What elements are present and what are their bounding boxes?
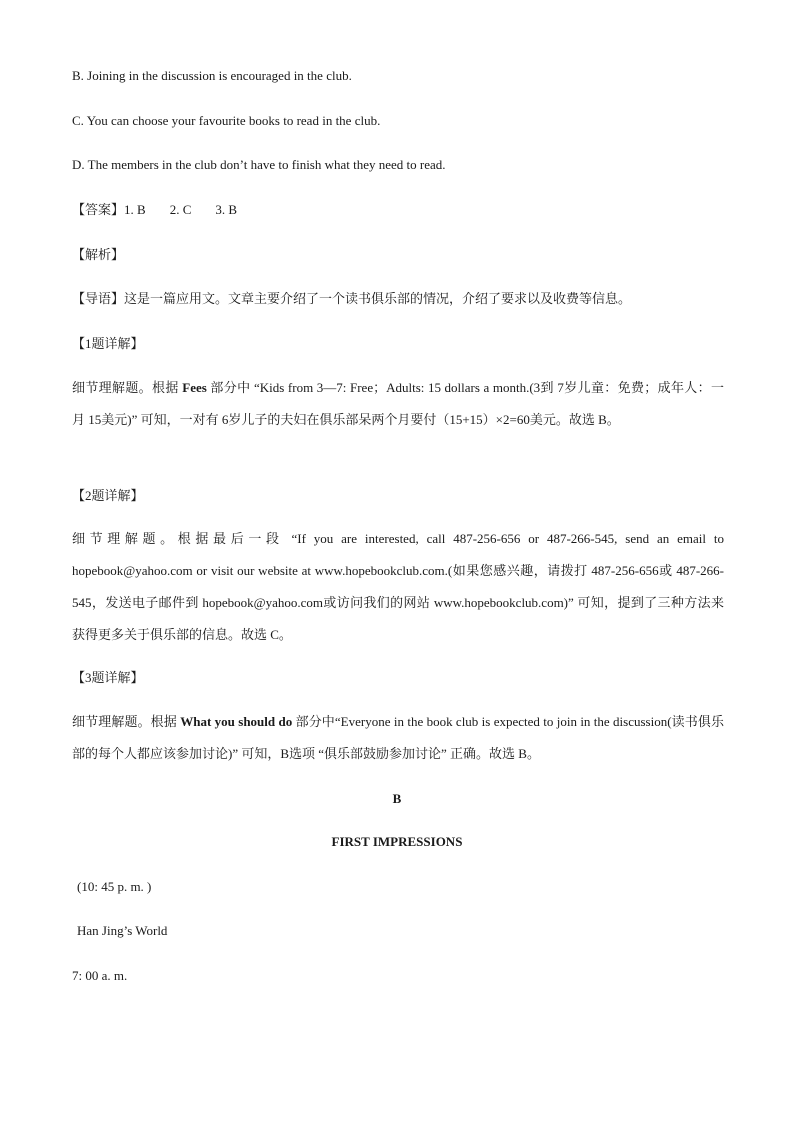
section-title: FIRST IMPRESSIONS: [331, 834, 463, 849]
q1-paragraph: [72, 372, 724, 436]
answer-3: 3. B: [215, 202, 238, 217]
option-d: D. The members in the club don’t have to finish what they need to read.: [72, 157, 446, 172]
intro-label: 【导语】: [72, 291, 125, 306]
q1-text-pre: 细节理解题。根据: [72, 380, 183, 395]
q1-text-bold: Fees: [182, 380, 207, 395]
answer-2: 2. C: [169, 202, 192, 217]
q3-text-bold: What you should do: [180, 714, 293, 729]
q3-text-post: 部分中“Everyone in the book club is expected to join in the discussion(读书俱乐部的每个人都应该参加讨论)” 可知，B选项 “俱乐部鼓励参加讨论” 正确。故选 B。: [72, 714, 724, 761]
answer-label: 【答案】: [72, 202, 125, 217]
intro-text: 这是一篇应用文。文章主要介绍了一个读书俱乐部的情况，介绍了要求以及收费等信息。: [124, 291, 632, 306]
option-c: C. You can choose your favourite books to read in the club.: [72, 113, 381, 128]
answer-line: [72, 200, 722, 220]
world-title: Han Jing’s World: [77, 923, 168, 938]
option-b: B. Joining in the discussion is encouraged in the club.: [72, 68, 352, 83]
q3-text-pre: 细节理解题。根据: [72, 714, 181, 729]
q1-text-post: 部分中 “Kids from 3—7: Free；Adults: 15 dollars a month.(3到 7岁儿童：免费；成年人：一月 15美元)” 可知，一对有 6岁儿子的夫妇在俱乐部呆两个月要付（15+15）×2=60美元。故选 B。: [72, 380, 724, 427]
analysis-label: 【解析】: [72, 247, 125, 262]
time-morning: 7: 00 a. m.: [72, 968, 128, 983]
q2-heading: 【2题详解】: [72, 488, 144, 503]
section-letter: B: [392, 791, 402, 806]
q3-heading: 【3题详解】: [72, 670, 144, 685]
intro-line: [72, 289, 722, 309]
time-evening: (10: 45 p. m. ): [77, 879, 152, 894]
q3-paragraph: [72, 706, 724, 770]
q1-heading: 【1题详解】: [72, 336, 144, 351]
q2-paragraph: 细节理解题。根据最后一段 “If you are interested, call 487-256-656 or 487-266-545, send an email to hopebook@yahoo.com or visit our website at www.hopebookclub.com.(如果您感兴趣，请拨打 487-256-656或 487-266-545，发送电子邮件到 hopebook@yahoo.com或访问我们的网站 www.hopebookclub.com)” 可知，提到了三种方法来获得更多关于俱乐部的信息。故选 C。: [72, 531, 724, 642]
answer-1: 1. B: [124, 202, 146, 217]
